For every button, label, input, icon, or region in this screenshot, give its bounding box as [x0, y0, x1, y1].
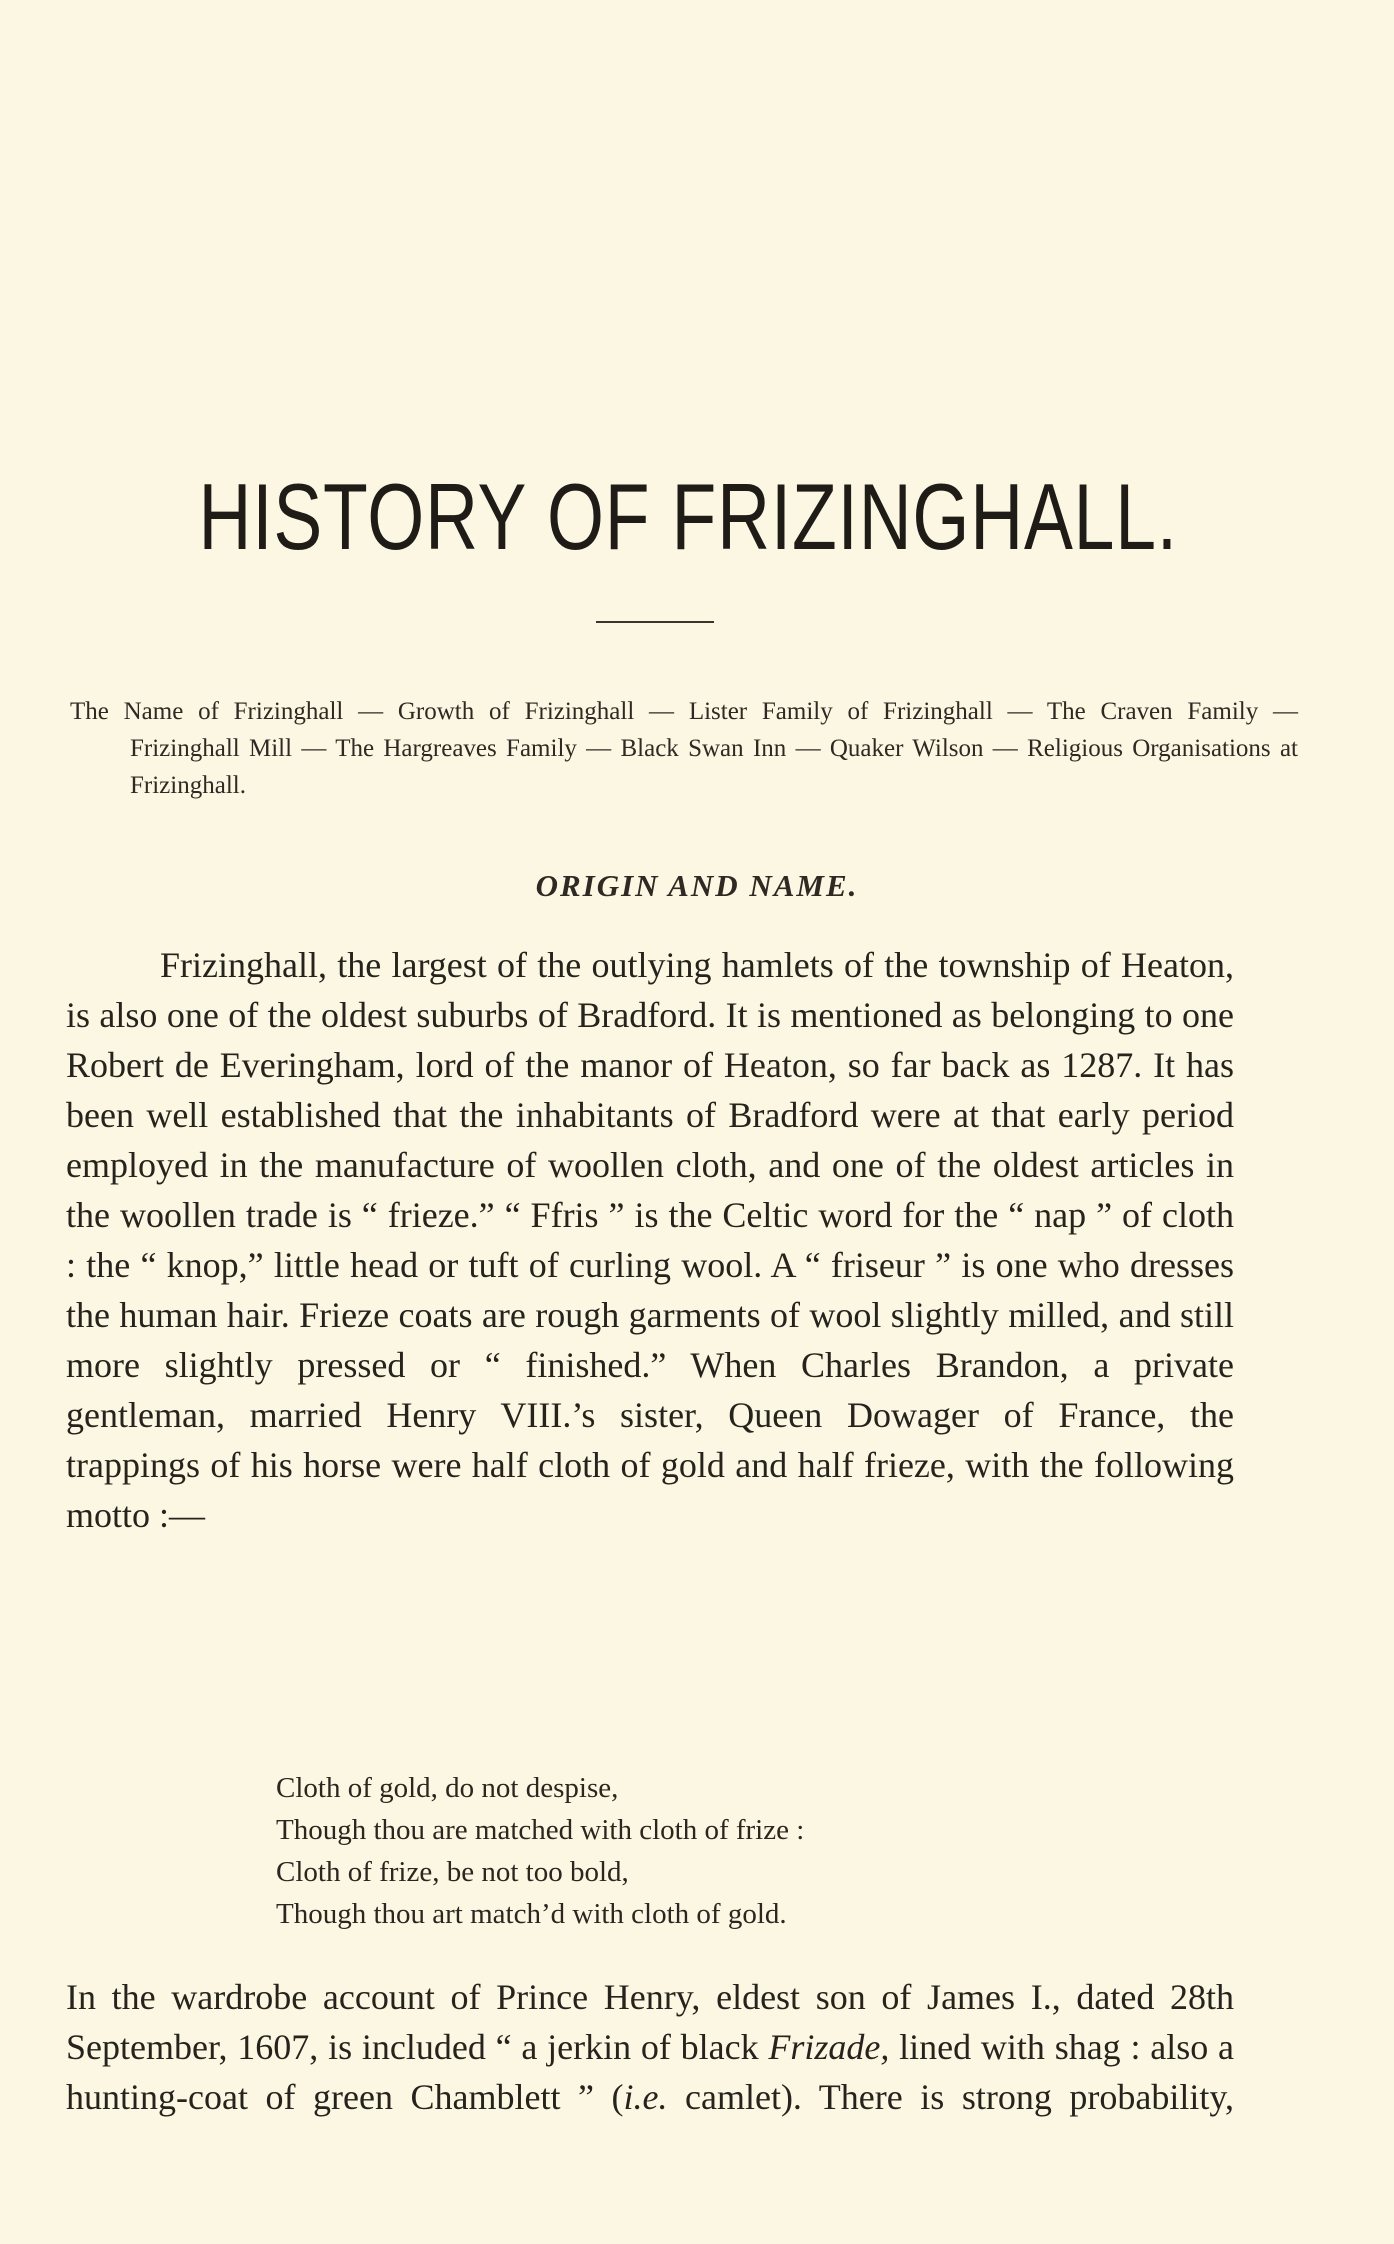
- paragraph-origin-text: Frizinghall, the largest of the outlying hamlets of the township of Heaton, is also one of the oldest suburbs of Bradford. It is mentioned as belonging to one Robert de Everingham, lord of the manor of Heaton, so far back as 1287. It has been well established that the inhabitants of Bradford were at that early period employed in the manufacture of woollen cloth, and one of the oldest articles in the woollen trade is “ frieze.” “ Ffris ” is the Celtic word for the “ nap ” of cloth : the “ knop,” little head or tuft of curling wool. A “ friseur ” is one who dresses the human hair. Frieze coats are rough garments of wool slightly milled, and still more slightly pressed or “ finished.” When Charles Brandon, a private gentleman, married Henry VIII.’s sister, Queen Dowager of France, the trappings of his horse were half cloth of gold and half frieze, with the following motto :—: [66, 945, 1234, 1535]
- verse-line: Cloth of gold, do not despise,: [276, 1772, 619, 1804]
- chapter-contents-summary: The Name of Frizinghall — Growth of Frizinghall — Lister Family of Frizinghall — The Craven Family — Frizinghall Mill — The Hargreaves Family — Black Swan Inn — Quaker Wilson — Religious Organisations at Frizinghall.: [70, 698, 1298, 799]
- title-divider: [596, 621, 714, 623]
- paragraph-wardrobe: [66, 1972, 1234, 2122]
- italic-ie: i.e.: [623, 2077, 668, 2117]
- italic-frizade: Frizade,: [768, 2027, 890, 2067]
- paragraph-wardrobe-text-3: camlet). There is strong probability,: [667, 2077, 1234, 2117]
- verse-line: Though thou art match’d with cloth of gold.: [276, 1898, 787, 1930]
- paragraph-wardrobe-text-2: lined with shag : also a hunting-coat of green Chamblett ” (: [66, 2027, 1234, 2117]
- verse-quote: [276, 1767, 1076, 1935]
- paragraph-wardrobe-text-1: In the wardrobe account of Prince Henry, eldest son of James I., dated 28th September, 1607, is included “ a jerkin of black: [66, 1977, 1234, 2067]
- verse-line: Though thou are matched with cloth of frize :: [276, 1814, 805, 1846]
- verse-line: Cloth of frize, be not too bold,: [276, 1856, 629, 1888]
- chapter-title: HISTORY OF FRIZINGHALL.: [198, 464, 1178, 569]
- section-heading: ORIGIN AND NAME.: [535, 868, 859, 903]
- paragraph-origin: [66, 940, 1234, 1540]
